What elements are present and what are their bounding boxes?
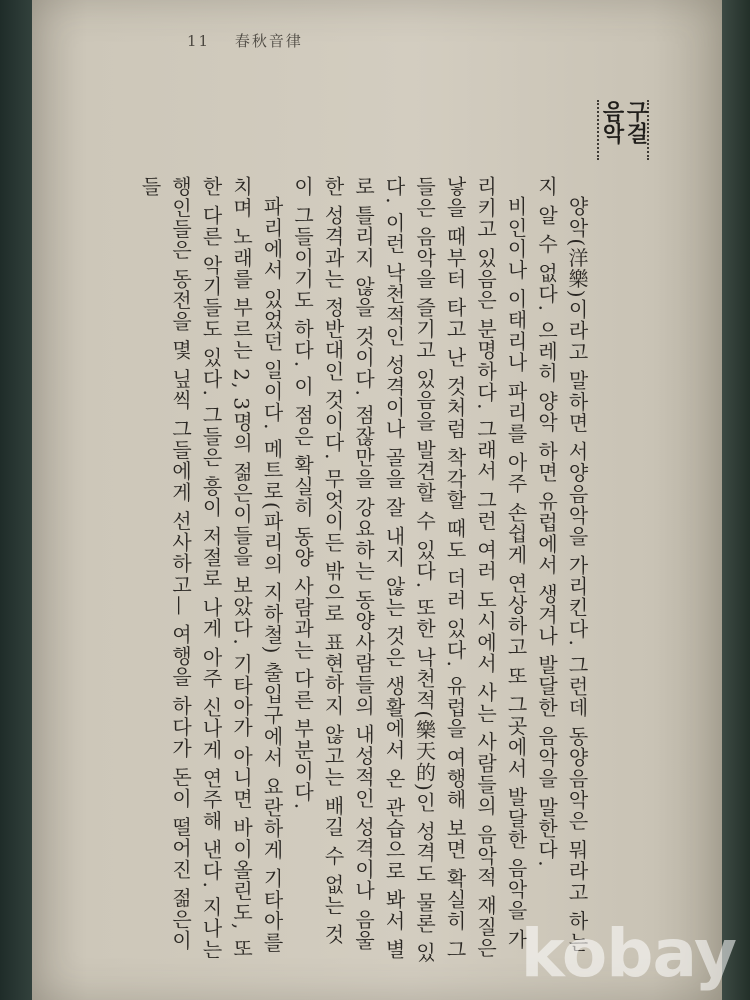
page-number: 11 (187, 32, 211, 50)
paragraph-3: 파리에서 있었던 일이다. 메트로(파리의 지하철) 출입구에서 요란하게 기타아를 치며 노래를 부르는 2, 3명의 젊은이들을 보았다. 기타아가 아니면 바이올린도, 또한 다른 악기들도 있다. 그들은 흥이 저절로 나게 아주 신나게 연주해 낸다. 지나는 행인들은 동전을 몇 닢씩 그들에게 선사하고— 여행을 하다가 돈이 떨어진 젊은이 들 (138, 176, 284, 961)
background-right-edge (720, 0, 750, 1000)
book-title: 春秋音律 (234, 32, 303, 50)
section-title: 구걸 음악 (597, 100, 649, 160)
page-header (187, 30, 303, 51)
background-left-edge (0, 0, 34, 1000)
book-page (32, 0, 722, 1000)
paragraph-1: 양악(洋樂)이라고 말하면 서양음악을 가리킨다. 그런데 동양음악은 뭐라고 하는지 알 수 없다. 으레히 양악 하면 유럽에서 생겨나 발달한 음악을 말한다. (534, 176, 589, 953)
body-text (138, 176, 592, 966)
paragraph-2: 비인이나 이태리나 파리를 아주 손쉽게 연상하고 또 그곳에서 발달한 음악을 가리키고 있음은 분명하다. 그래서 그런 여러 도시에서 사는 사람들의 음악적 재질은 낳을 때부터 타고 난 것처럼 착각할 때도 더러 있다. 유럽을 여행해 보면 확실히 그들은 음악을 즐기고 있음을 발견할 수 있다. 또한 낙천적(樂天的)인 성격도 물론 있다. 이런 낙천적인 성격이나 골을 잘 내지 않는 것은 생활에서 온 관습으로 봐서 별로 틀리지 않을 것이다. 점잖만을 강요하는 동양사람들의 내성적인 성격이나 음울한 성격과는 정반대인 것이다. 무엇이든 밖으로 표현하지 않고는 배길 수 없는 것이 그들이기도 하다. 이 점은 확실히 동양 사람과는 다른 부분이다. (290, 176, 528, 964)
watermark-logo: kobay (520, 915, 736, 992)
